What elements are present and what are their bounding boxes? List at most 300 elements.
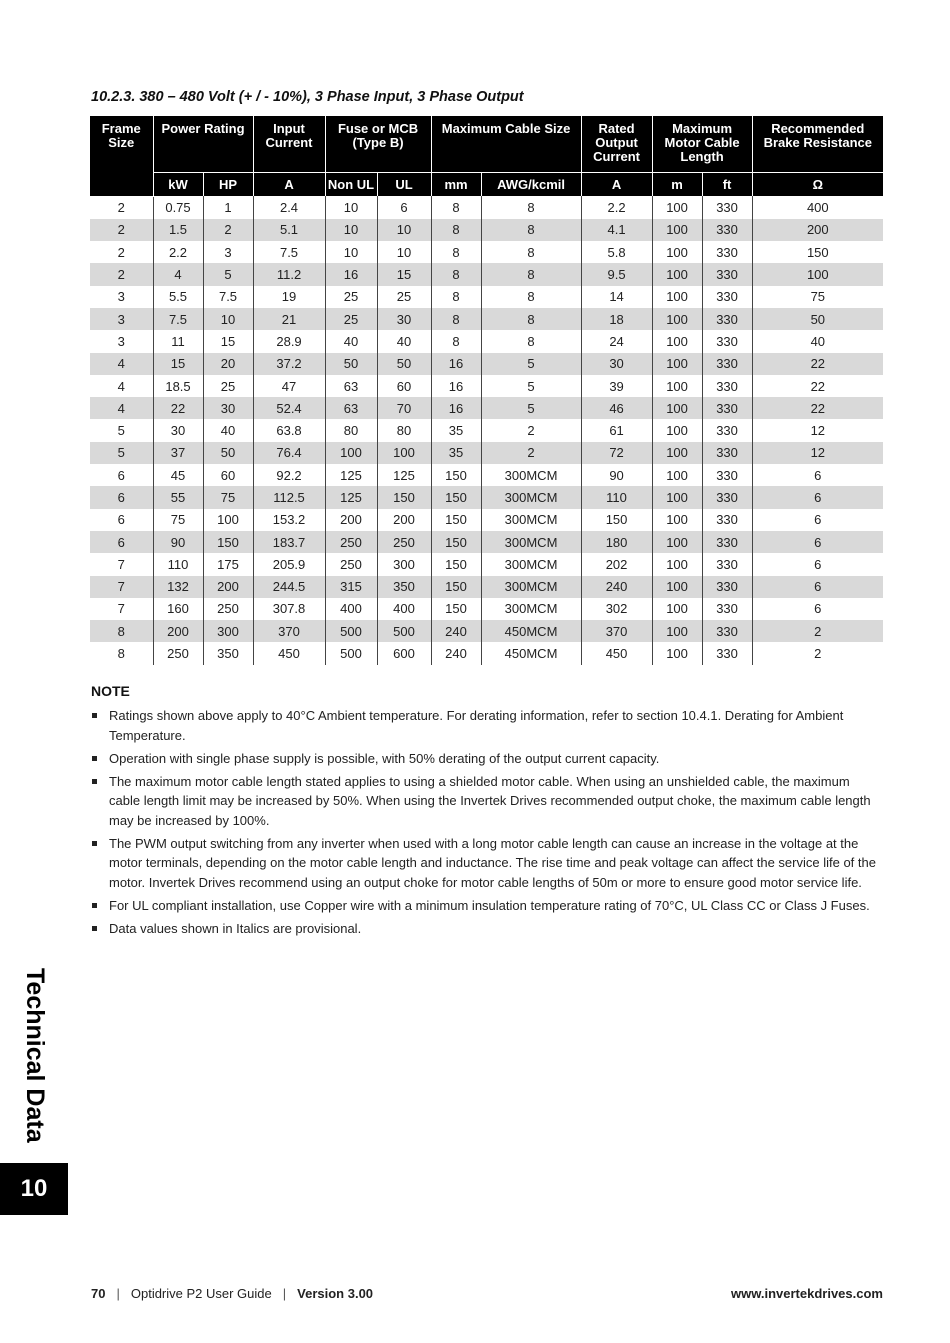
guide-title: Optidrive P2 User Guide <box>130 1286 272 1301</box>
table-cell: 8 <box>431 241 481 263</box>
table-cell: 450 <box>581 642 652 664</box>
note-title: NOTE <box>91 683 130 699</box>
table-cell: 400 <box>325 598 377 620</box>
unit-header: kW <box>153 173 203 197</box>
table-cell: 150 <box>431 553 481 575</box>
unit-header: mm <box>431 173 481 197</box>
table-cell: 46 <box>581 397 652 419</box>
table-cell: 24 <box>581 330 652 352</box>
table-cell: 330 <box>702 308 752 330</box>
table-cell: 370 <box>581 620 652 642</box>
table-cell: 2.2 <box>153 241 203 263</box>
table-cell: 20 <box>203 353 253 375</box>
table-cell: 8 <box>431 308 481 330</box>
table-row <box>90 620 883 642</box>
column-group-header: Frame Size <box>90 116 153 196</box>
note-item <box>91 919 883 939</box>
table-cell: 205.9 <box>253 553 325 575</box>
table-cell: 9.5 <box>581 263 652 285</box>
column-group-header: Input Current <box>253 116 325 173</box>
table-cell: 6 <box>752 531 883 553</box>
table-cell: 300MCM <box>481 553 581 575</box>
table-cell: 330 <box>702 353 752 375</box>
table-row <box>90 531 883 553</box>
table-cell: 5 <box>481 353 581 375</box>
table-cell: 100 <box>652 330 702 352</box>
spec-table <box>90 116 883 665</box>
version-label: Version 3.00 <box>297 1286 374 1301</box>
table-cell: 10 <box>325 196 377 219</box>
table-cell: 302 <box>581 598 652 620</box>
table-cell: 2.2 <box>581 196 652 219</box>
side-chapter-label: Technical Data <box>21 968 49 1143</box>
table-cell: 330 <box>702 330 752 352</box>
column-group-header: Maximum Cable Size <box>431 116 581 173</box>
table-cell: 30 <box>153 419 203 441</box>
table-row <box>90 375 883 397</box>
table-cell: 300MCM <box>481 576 581 598</box>
table-cell: 37 <box>153 442 203 464</box>
table-cell: 330 <box>702 442 752 464</box>
table-cell: 7 <box>90 553 153 575</box>
table-cell: 2 <box>752 642 883 664</box>
table-cell: 63.8 <box>253 419 325 441</box>
table-cell: 4 <box>90 353 153 375</box>
table-cell: 8 <box>431 286 481 308</box>
bullet-square-icon <box>92 756 97 761</box>
table-row <box>90 286 883 308</box>
table-cell: 200 <box>377 509 431 531</box>
table-cell: 18.5 <box>153 375 203 397</box>
table-cell: 150 <box>431 464 481 486</box>
table-cell: 150 <box>431 576 481 598</box>
table-cell: 100 <box>652 576 702 598</box>
table-cell: 240 <box>431 642 481 664</box>
table-cell: 50 <box>752 308 883 330</box>
table-cell: 52.4 <box>253 397 325 419</box>
table-cell: 8 <box>481 263 581 285</box>
table-cell: 2.4 <box>253 196 325 219</box>
table-cell: 250 <box>377 531 431 553</box>
table-header <box>90 116 883 196</box>
table-row <box>90 241 883 263</box>
table-cell: 100 <box>652 553 702 575</box>
table-cell: 22 <box>752 353 883 375</box>
table-cell: 100 <box>652 486 702 508</box>
table-cell: 3 <box>90 286 153 308</box>
table-cell: 25 <box>203 375 253 397</box>
table-cell: 450MCM <box>481 642 581 664</box>
website-link[interactable]: www.invertekdrives.com <box>731 1286 883 1301</box>
note-text: The PWM output switching from any inverter when used with a long motor cable length can cause an increase in the voltage at the motor terminals, depending on the motor cable length and inductance. The rise time and peak voltage can affect the service life of the motor. Invertek Drives recommend using an output choke for motor cable lengths of 50m or more to ensure good motor service life. <box>109 835 876 890</box>
column-group-header: Power Rating <box>153 116 253 173</box>
table-cell: 11.2 <box>253 263 325 285</box>
note-text: Ratings shown above apply to 40°C Ambient temperature. For derating information, refer to section 10.4.1. Derating for Ambient Temperature. <box>109 708 844 743</box>
table-cell: 132 <box>153 576 203 598</box>
page-number: 70 <box>91 1286 106 1301</box>
table-cell: 202 <box>581 553 652 575</box>
table-cell: 150 <box>581 509 652 531</box>
table-cell: 63 <box>325 375 377 397</box>
table-cell: 8 <box>90 642 153 664</box>
table-cell: 330 <box>702 553 752 575</box>
table-cell: 8 <box>90 620 153 642</box>
table-cell: 50 <box>325 353 377 375</box>
table-cell: 8 <box>481 241 581 263</box>
unit-header: ft <box>702 173 752 197</box>
table-cell: 250 <box>325 531 377 553</box>
table-cell: 8 <box>481 286 581 308</box>
table-cell: 60 <box>203 464 253 486</box>
bullet-square-icon <box>92 841 97 846</box>
table-cell: 30 <box>581 353 652 375</box>
bullet-square-icon <box>92 713 97 718</box>
footer-separator: | <box>116 1286 120 1301</box>
table-cell: 40 <box>377 330 431 352</box>
table-cell: 2 <box>203 219 253 241</box>
table-cell: 110 <box>153 553 203 575</box>
table-cell: 10 <box>203 308 253 330</box>
table-cell: 92.2 <box>253 464 325 486</box>
table-cell: 240 <box>581 576 652 598</box>
table-row <box>90 263 883 285</box>
table-cell: 21 <box>253 308 325 330</box>
table-cell: 330 <box>702 464 752 486</box>
table-cell: 330 <box>702 286 752 308</box>
table-cell: 40 <box>752 330 883 352</box>
table-cell: 330 <box>702 598 752 620</box>
note-text: Operation with single phase supply is possible, with 50% derating of the output current capacity. <box>109 750 660 766</box>
table-cell: 200 <box>153 620 203 642</box>
table-cell: 110 <box>581 486 652 508</box>
table-cell: 5 <box>481 397 581 419</box>
table-row <box>90 219 883 241</box>
table-cell: 100 <box>652 464 702 486</box>
table-cell: 16 <box>431 397 481 419</box>
table-cell: 5 <box>90 442 153 464</box>
table-cell: 300 <box>377 553 431 575</box>
table-cell: 200 <box>752 219 883 241</box>
bullet-square-icon <box>92 903 97 908</box>
section-title: 10.2.3. 380 – 480 Volt (+ / - 10%), 3 Phase Input, 3 Phase Output <box>91 89 524 105</box>
table-cell: 60 <box>377 375 431 397</box>
table-cell: 3 <box>203 241 253 263</box>
table-cell: 100 <box>652 353 702 375</box>
table-cell: 19 <box>253 286 325 308</box>
table-cell: 12 <box>752 442 883 464</box>
table-cell: 12 <box>752 419 883 441</box>
table-cell: 300MCM <box>481 509 581 531</box>
table-cell: 600 <box>377 642 431 664</box>
table-cell: 80 <box>325 419 377 441</box>
table-row <box>90 308 883 330</box>
table-cell: 0.75 <box>153 196 203 219</box>
table-cell: 200 <box>203 576 253 598</box>
unit-header: UL <box>377 173 431 197</box>
table-cell: 90 <box>153 531 203 553</box>
table-cell: 8 <box>431 219 481 241</box>
table-cell: 370 <box>253 620 325 642</box>
table-cell: 180 <box>581 531 652 553</box>
table-cell: 15 <box>203 330 253 352</box>
table-cell: 6 <box>752 464 883 486</box>
table-cell: 22 <box>752 397 883 419</box>
table-cell: 330 <box>702 486 752 508</box>
table-cell: 330 <box>702 263 752 285</box>
table-cell: 100 <box>652 442 702 464</box>
table-cell: 5 <box>90 419 153 441</box>
table-cell: 100 <box>652 531 702 553</box>
table-row <box>90 486 883 508</box>
column-group-header: Maximum Motor Cable Length <box>652 116 752 173</box>
footer-separator: | <box>282 1286 287 1301</box>
table-cell: 300 <box>203 620 253 642</box>
column-group-header: Fuse or MCB (Type B) <box>325 116 431 173</box>
table-cell: 5.1 <box>253 219 325 241</box>
table-cell: 1 <box>203 196 253 219</box>
table-cell: 11 <box>153 330 203 352</box>
table-cell: 22 <box>153 397 203 419</box>
table-cell: 330 <box>702 509 752 531</box>
table-cell: 76.4 <box>253 442 325 464</box>
table-cell: 50 <box>377 353 431 375</box>
table-cell: 150 <box>203 531 253 553</box>
table-row <box>90 553 883 575</box>
table-cell: 183.7 <box>253 531 325 553</box>
table-cell: 7.5 <box>253 241 325 263</box>
table-cell: 10 <box>377 241 431 263</box>
table-cell: 75 <box>203 486 253 508</box>
table-cell: 150 <box>431 531 481 553</box>
table-cell: 240 <box>431 620 481 642</box>
table-cell: 8 <box>481 308 581 330</box>
table-cell: 125 <box>377 464 431 486</box>
table-cell: 100 <box>752 263 883 285</box>
table-cell: 100 <box>652 241 702 263</box>
table-cell: 400 <box>377 598 431 620</box>
table-row <box>90 419 883 441</box>
table-cell: 250 <box>325 553 377 575</box>
table-cell: 72 <box>581 442 652 464</box>
bullet-square-icon <box>92 926 97 931</box>
table-cell: 7 <box>90 598 153 620</box>
table-cell: 100 <box>652 308 702 330</box>
table-cell: 350 <box>203 642 253 664</box>
chapter-number-tab: 10 <box>0 1163 68 1215</box>
table-cell: 200 <box>325 509 377 531</box>
table-cell: 100 <box>325 442 377 464</box>
table-cell: 10 <box>377 219 431 241</box>
table-cell: 400 <box>752 196 883 219</box>
unit-header: A <box>581 173 652 197</box>
note-item <box>91 706 883 745</box>
table-cell: 125 <box>325 464 377 486</box>
table-row <box>90 442 883 464</box>
table-cell: 1.5 <box>153 219 203 241</box>
table-cell: 330 <box>702 241 752 263</box>
table-cell: 6 <box>752 509 883 531</box>
table-cell: 330 <box>702 196 752 219</box>
table-cell: 300MCM <box>481 464 581 486</box>
table-cell: 8 <box>481 219 581 241</box>
table-cell: 450MCM <box>481 620 581 642</box>
table-cell: 500 <box>325 620 377 642</box>
table-cell: 75 <box>752 286 883 308</box>
table-row <box>90 464 883 486</box>
note-list <box>91 706 883 942</box>
column-group-header: Recommended Brake Resistance <box>752 116 883 173</box>
table-cell: 8 <box>481 196 581 219</box>
header-group-row <box>90 116 883 173</box>
table-cell: 6 <box>90 509 153 531</box>
table-cell: 45 <box>153 464 203 486</box>
table-cell: 2 <box>481 442 581 464</box>
table-cell: 6 <box>90 486 153 508</box>
table-cell: 300MCM <box>481 531 581 553</box>
table-cell: 175 <box>203 553 253 575</box>
table-cell: 5.5 <box>153 286 203 308</box>
table-row <box>90 196 883 219</box>
table-cell: 330 <box>702 219 752 241</box>
table-cell: 47 <box>253 375 325 397</box>
table-cell: 100 <box>652 620 702 642</box>
unit-header: m <box>652 173 702 197</box>
table-cell: 100 <box>652 397 702 419</box>
unit-header: Non UL <box>325 173 377 197</box>
note-text: The maximum motor cable length stated applies to using a shielded motor cable. When using an unshielded cable, the maximum cable length limit may be increased by 50%. When using the Invertek Drives recommended output choke, the maximum cable length may be increased by 100%. <box>109 773 871 828</box>
table-cell: 2 <box>90 263 153 285</box>
table-cell: 7 <box>90 576 153 598</box>
table-cell: 55 <box>153 486 203 508</box>
table-cell: 330 <box>702 397 752 419</box>
table-cell: 8 <box>431 196 481 219</box>
table-cell: 22 <box>752 375 883 397</box>
table-cell: 16 <box>431 353 481 375</box>
table-cell: 100 <box>377 442 431 464</box>
table-cell: 35 <box>431 442 481 464</box>
table-cell: 150 <box>377 486 431 508</box>
header-unit-row <box>90 173 883 197</box>
table-cell: 100 <box>652 263 702 285</box>
table-cell: 330 <box>702 375 752 397</box>
table-cell: 6 <box>90 531 153 553</box>
table-cell: 6 <box>752 553 883 575</box>
table-cell: 3 <box>90 330 153 352</box>
table-row <box>90 576 883 598</box>
table-cell: 6 <box>377 196 431 219</box>
table-cell: 5 <box>481 375 581 397</box>
table-cell: 3 <box>90 308 153 330</box>
table-cell: 2 <box>752 620 883 642</box>
table-cell: 250 <box>153 642 203 664</box>
table-cell: 6 <box>752 598 883 620</box>
table-cell: 7.5 <box>153 308 203 330</box>
table-cell: 330 <box>702 620 752 642</box>
table-row <box>90 509 883 531</box>
note-item <box>91 772 883 831</box>
table-cell: 18 <box>581 308 652 330</box>
note-item <box>91 834 883 893</box>
table-cell: 6 <box>752 576 883 598</box>
table-cell: 315 <box>325 576 377 598</box>
table-row <box>90 642 883 664</box>
table-cell: 100 <box>203 509 253 531</box>
table-cell: 37.2 <box>253 353 325 375</box>
table-cell: 16 <box>431 375 481 397</box>
table-cell: 2 <box>90 196 153 219</box>
table-cell: 450 <box>253 642 325 664</box>
column-group-header: Rated Output Current <box>581 116 652 173</box>
table-body <box>90 196 883 665</box>
table-cell: 50 <box>203 442 253 464</box>
table-cell: 307.8 <box>253 598 325 620</box>
table-cell: 40 <box>203 419 253 441</box>
table-cell: 7.5 <box>203 286 253 308</box>
note-item <box>91 749 883 769</box>
table-row <box>90 598 883 620</box>
table-row <box>90 330 883 352</box>
table-cell: 100 <box>652 219 702 241</box>
table-cell: 150 <box>431 509 481 531</box>
table-cell: 40 <box>325 330 377 352</box>
table-cell: 250 <box>203 598 253 620</box>
table-cell: 330 <box>702 419 752 441</box>
table-cell: 8 <box>481 330 581 352</box>
table-cell: 160 <box>153 598 203 620</box>
unit-header: A <box>253 173 325 197</box>
table-cell: 10 <box>325 241 377 263</box>
table-cell: 112.5 <box>253 486 325 508</box>
note-item <box>91 896 883 916</box>
table-cell: 5.8 <box>581 241 652 263</box>
table-cell: 330 <box>702 642 752 664</box>
table-cell: 4 <box>90 375 153 397</box>
table-cell: 150 <box>431 598 481 620</box>
table-cell: 100 <box>652 375 702 397</box>
table-cell: 100 <box>652 642 702 664</box>
page-footer <box>91 1286 883 1301</box>
table-cell: 63 <box>325 397 377 419</box>
unit-header: Ω <box>752 173 883 197</box>
table-cell: 25 <box>377 286 431 308</box>
table-cell: 8 <box>431 263 481 285</box>
table-cell: 500 <box>377 620 431 642</box>
table-cell: 15 <box>153 353 203 375</box>
table-cell: 350 <box>377 576 431 598</box>
table-cell: 6 <box>752 486 883 508</box>
table-cell: 100 <box>652 509 702 531</box>
table-cell: 5 <box>203 263 253 285</box>
table-cell: 150 <box>431 486 481 508</box>
table-cell: 100 <box>652 419 702 441</box>
table-cell: 30 <box>203 397 253 419</box>
table-cell: 100 <box>652 598 702 620</box>
bullet-square-icon <box>92 779 97 784</box>
table-cell: 16 <box>325 263 377 285</box>
table-cell: 8 <box>431 330 481 352</box>
table-cell: 61 <box>581 419 652 441</box>
table-cell: 4 <box>153 263 203 285</box>
table-cell: 4.1 <box>581 219 652 241</box>
note-text: Data values shown in Italics are provisional. <box>109 920 362 936</box>
table-cell: 25 <box>325 308 377 330</box>
table-cell: 39 <box>581 375 652 397</box>
table-cell: 35 <box>431 419 481 441</box>
table-cell: 4 <box>90 397 153 419</box>
unit-header: AWG/kcmil <box>481 173 581 197</box>
table-cell: 25 <box>325 286 377 308</box>
table-cell: 2 <box>481 419 581 441</box>
